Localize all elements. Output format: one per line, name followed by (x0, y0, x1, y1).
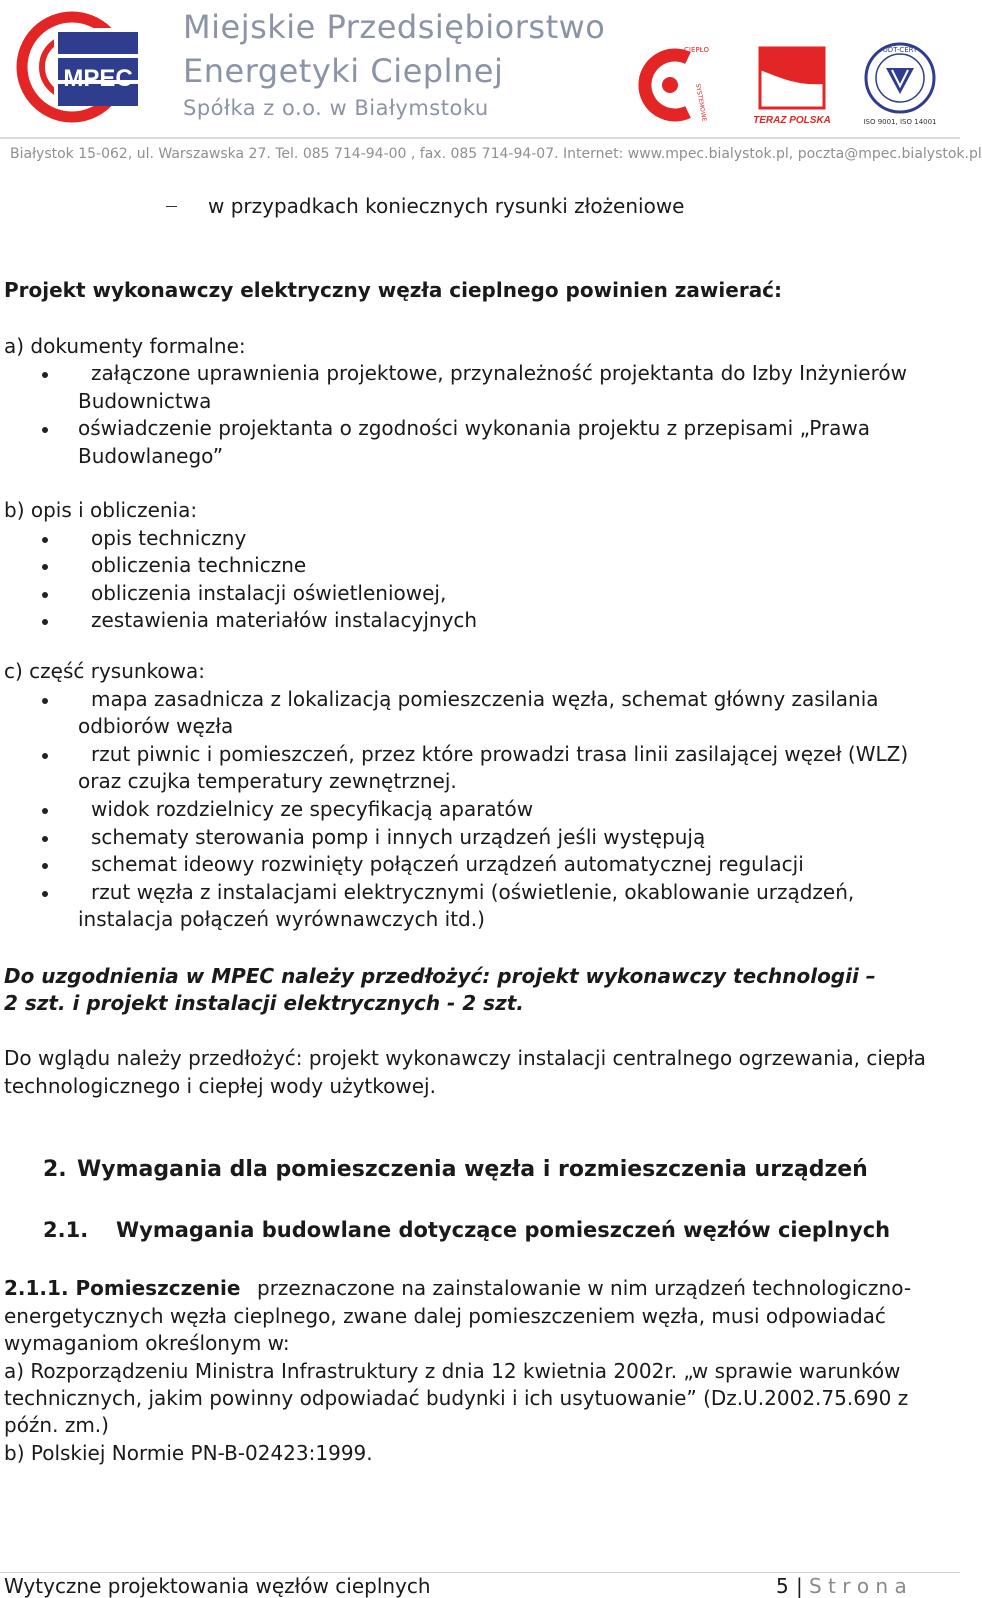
page-number: 5 (776, 1574, 789, 1598)
bullet (42, 372, 48, 378)
mpec-logo (14, 10, 142, 125)
section-c-item: rzut węzła z instalacjami elektrycznymi (oświetlenie, okablowanie urządzeń, (91, 880, 855, 904)
footer-title: Wytyczne projektowania węzłów cieplnych (4, 1574, 431, 1598)
section-b-item: obliczenia techniczne (91, 553, 307, 577)
teraz-polska-badge (753, 48, 831, 128)
paragraph-2-1-1-line: b) Polskiej Normie PN-B-02423:1999. (4, 1441, 373, 1465)
section-a-title: a) dokumenty formalne: (4, 334, 246, 358)
section-c-item: rzut piwnic i pomieszczeń, przez które prowadzi trasa linii zasilającej węzeł (WLZ) (91, 742, 909, 766)
svg-text:CIEPŁO: CIEPŁO (684, 46, 710, 54)
bullet (42, 427, 48, 433)
paragraph-2-1-1-line: późn. zm.) (4, 1413, 109, 1437)
bullet (42, 564, 48, 570)
bullet (42, 753, 48, 759)
page-separator: | (796, 1574, 803, 1598)
bullet (42, 537, 48, 543)
section-a-item-cont: Budowlanego” (78, 444, 224, 468)
review-note: Do wglądu należy przedłożyć: projekt wykonawczy instalacji centralnego ogrzewania, ciepła (4, 1046, 926, 1070)
bullet (42, 619, 48, 625)
section-c-item-cont: oraz czujka temperatury zewnętrznej. (78, 769, 457, 793)
company-name-line1: Miejskie Przedsiębiorstwo (183, 8, 606, 46)
bullet (42, 592, 48, 598)
approval-note: Do uzgodnienia w MPEC należy przedłożyć: projekt wykonawczy technologii – (4, 964, 876, 988)
dash-item: w przypadkach koniecznych rysunki złożeniowe (208, 194, 685, 218)
company-name-line3: Spółka z o.o. w Białymstoku (183, 96, 489, 120)
footer-divider (0, 1572, 960, 1573)
company-address: Białystok 15-062, ul. Warszawska 27. Tel. 085 714-94-00 , fax. 085 714-94-07. Internet: www.mpec.bialystok.pl, poczta@mpec.bialystok.pl (10, 146, 982, 162)
section-c-item-cont: instalacja połączeń wyrównawczych itd.) (78, 907, 485, 931)
paragraph-2-1-1-number: 2.1.1. Pomieszczenie (4, 1276, 241, 1300)
section-a-item: załączone uprawnienia projektowe, przynależność projektanta do Izby Inżynierów (91, 361, 907, 385)
section-2-heading: Wymagania dla pomieszczenia węzła i rozmieszczenia urządzeń (77, 1157, 868, 1182)
section-a-item-cont: Budownictwa (78, 389, 212, 413)
svg-text:ISO 9001, ISO 14001: ISO 9001, ISO 14001 (863, 118, 937, 126)
paragraph-2-1-1-line: przeznaczone na zainstalowanie w nim urządzeń technologiczno- (257, 1276, 912, 1300)
udt-cert-badge (862, 40, 942, 130)
section-c-item: schemat ideowy rozwinięty połączeń urządzeń automatycznej regulacji (91, 852, 804, 876)
paragraph-2-1-1-line: technicznych, jakim powinny odpowiadać budynki i ich usytuowanie” (Dz.U.2002.75.690 z (4, 1386, 909, 1410)
header-divider (0, 137, 960, 139)
section-c-item: widok rozdzielnicy ze specyfikacją aparatów (91, 797, 534, 821)
dash-bullet (166, 206, 177, 207)
paragraph-2-1-1-line: a) Rozporządzeniu Ministra Infrastruktury z dnia 12 kwietnia 2002r. „w sprawie warunków (4, 1359, 901, 1383)
section-b-item: opis techniczny (91, 526, 247, 550)
section-c-item: mapa zasadnicza z lokalizacją pomieszczenia węzła, schemat główny zasilania (91, 687, 879, 711)
paragraph-2-1-1-line: wymaganiom określonym w: (4, 1331, 290, 1355)
bullet (42, 891, 48, 897)
logo-text: MPEC (63, 65, 133, 92)
bullet (42, 836, 48, 842)
approval-note-cont: 2 szt. i projekt instalacji elektrycznych - 2 szt. (4, 991, 524, 1015)
section-c-title: c) część rysunkowa: (4, 659, 206, 683)
paragraph-2-1-1-line: energetycznych węzła cieplnego, zwane dalej pomieszczeniem węzła, musi odpowiadać (4, 1304, 886, 1328)
bullet (42, 863, 48, 869)
section-2-1-heading: Wymagania budowlane dotyczące pomieszczeń węzłów cieplnych (116, 1218, 891, 1242)
svg-text:TERAZ POLSKA: TERAZ POLSKA (753, 115, 831, 126)
svg-text:UDT-CERT: UDT-CERT (882, 46, 918, 54)
bullet (42, 808, 48, 814)
review-note-cont: technologicznego i ciepłej wody użytkowej. (4, 1074, 436, 1098)
cieplo-systemowe-badge (630, 40, 712, 130)
section-c-item: schematy sterowania pomp i innych urządzeń jeśli występują (91, 825, 706, 849)
section-b-item: obliczenia instalacji oświetleniowej, (91, 581, 447, 605)
section-2-number: 2. (43, 1157, 67, 1182)
section-c-item-cont: odbiorów węzła (78, 714, 234, 738)
svg-text:SYSTEMOWE: SYSTEMOWE (694, 83, 708, 123)
heading-electrical-project: Projekt wykonawczy elektryczny węzła cieplnego powinien zawierać: (4, 278, 783, 302)
section-b-title: b) opis i obliczenia: (4, 498, 198, 522)
page-label: S t r o n a (809, 1574, 907, 1598)
company-name-line2: Energetyki Cieplnej (183, 52, 504, 90)
bullet (42, 698, 48, 704)
section-b-item: zestawienia materiałów instalacyjnych (91, 608, 478, 632)
section-2-1-number: 2.1. (43, 1218, 89, 1242)
section-a-item: oświadczenie projektanta o zgodności wykonania projektu z przepisami „Prawa (78, 416, 871, 440)
